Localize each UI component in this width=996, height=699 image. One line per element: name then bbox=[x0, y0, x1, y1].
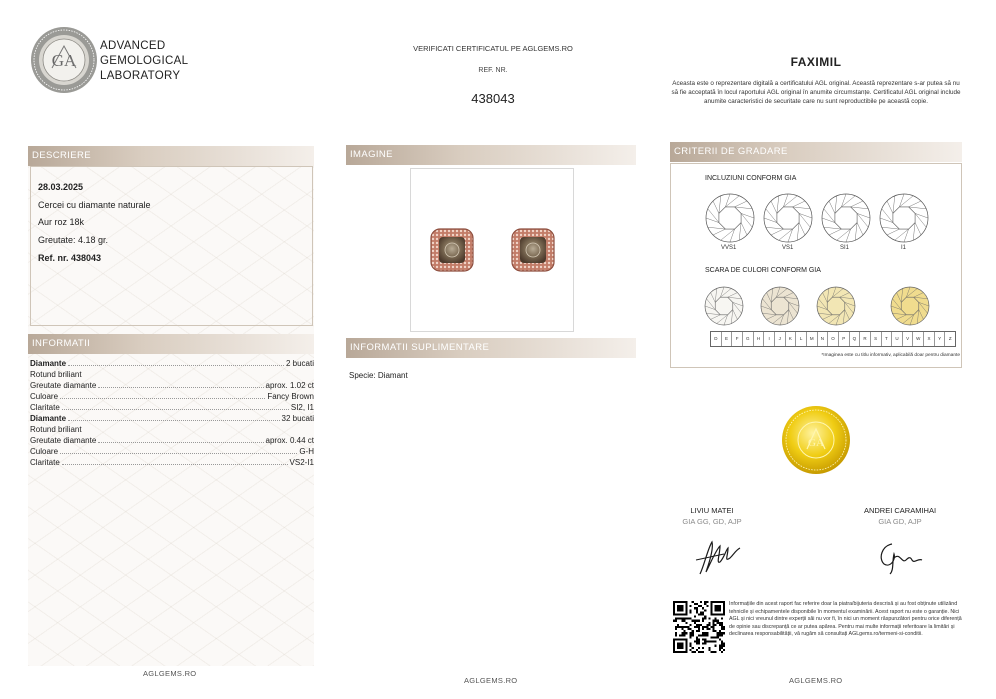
color-scale-title: SCARA DE CULORI CONFORM GIA bbox=[705, 267, 821, 274]
color-scale-cell: D bbox=[711, 332, 722, 346]
color-scale-cell: E bbox=[722, 332, 733, 346]
color-scale-cell: V bbox=[903, 332, 914, 346]
section-bar-imagine: IMAGINE bbox=[346, 145, 636, 165]
info-value: aprox. 1.02 ct bbox=[265, 381, 314, 390]
info-row bbox=[30, 446, 314, 457]
info-value: G-H bbox=[299, 447, 314, 456]
report-date: 28.03.2025 bbox=[38, 182, 84, 192]
section-bar-informatii: INFORMATII bbox=[28, 334, 314, 354]
color-scale-cell: T bbox=[882, 332, 893, 346]
info-row bbox=[30, 402, 314, 413]
color-scale-cell: K bbox=[786, 332, 797, 346]
section-bar-descriere: DESCRIERE bbox=[28, 146, 314, 166]
info-label: Claritate bbox=[30, 403, 60, 412]
color-scale-cell: I bbox=[764, 332, 775, 346]
info-label: Greutate diamante bbox=[30, 381, 97, 390]
info-value: SI2, I1 bbox=[290, 403, 314, 412]
info-label: Diamante bbox=[30, 359, 67, 368]
color-scale-cell: Y bbox=[935, 332, 946, 346]
footer-center: AGLGEMS.RO bbox=[464, 676, 518, 685]
footer-right: AGLGEMS.RO bbox=[789, 676, 843, 685]
lab-name-line: ADVANCED bbox=[100, 40, 166, 52]
color-diagrams bbox=[700, 284, 940, 330]
color-grade-diagram bbox=[705, 287, 743, 325]
inclusion-label: I1 bbox=[901, 245, 907, 251]
info-leader-dots bbox=[68, 358, 284, 366]
color-scale-cell: O bbox=[828, 332, 839, 346]
info-row bbox=[30, 435, 314, 446]
earring-left bbox=[431, 229, 473, 271]
info-leader-dots bbox=[62, 457, 288, 465]
specie-text: Specie: Diamant bbox=[349, 371, 408, 380]
gold-seal-icon bbox=[781, 405, 851, 475]
product-image-frame bbox=[410, 168, 574, 332]
inclusion-label: SI1 bbox=[840, 245, 850, 251]
info-value: Fancy Brown bbox=[267, 392, 314, 401]
info-row-heading bbox=[30, 413, 314, 424]
info-label: Greutate diamante bbox=[30, 436, 97, 445]
info-label: Culoare bbox=[30, 447, 59, 456]
color-scale-cell: P bbox=[839, 332, 850, 346]
metal-description: Aur roz 18k bbox=[38, 217, 85, 227]
info-label: Rotund briliant bbox=[30, 425, 82, 434]
inclusion-diagram bbox=[706, 194, 754, 242]
signatory-title: GIA GD, AJP bbox=[878, 517, 922, 526]
ref-label: REF. NR. bbox=[478, 67, 508, 74]
color-scale-cell: F bbox=[732, 332, 743, 346]
info-row-heading bbox=[30, 358, 314, 369]
color-scale-cell: X bbox=[924, 332, 935, 346]
color-scale-cell: Q bbox=[850, 332, 861, 346]
info-value: 32 bucati bbox=[281, 414, 314, 423]
inclusions-title: INCLUZIUNI CONFORM GIA bbox=[705, 175, 797, 182]
legal-disclaimer: Informațiile din acest raport fac referire doar la piatra/bijuteria descrisă și au fost obținute utilizând tehnicile și echipamentele disponibile în momentul examinării. Acest raport nu este o garanție. Nici AGL și nici vreunul dintre experții săi nu vor fi, în nici un moment răspunzători pentru orice diferență de opinie sau discrepanță ce ar putea apărea. Pentru mai multe informații referitoare la limitări și declinarea responsabilității, vă rugăm să consultați AGLgems.ro/termeni-si-conditii. bbox=[729, 601, 962, 637]
inclusion-diagram bbox=[822, 194, 870, 242]
earrings-image bbox=[411, 169, 575, 333]
info-leader-dots bbox=[98, 435, 263, 443]
item-description: Cercei cu diamante naturale bbox=[38, 200, 151, 210]
color-scale-bar bbox=[710, 331, 956, 347]
color-scale-cell: J bbox=[775, 332, 786, 346]
info-value: VS2-I1 bbox=[289, 458, 314, 467]
info-leader-dots bbox=[60, 446, 297, 454]
inclusion-label: VS1 bbox=[782, 245, 794, 251]
signature-andrei-caramihai bbox=[874, 536, 926, 578]
color-scale-cell: W bbox=[913, 332, 924, 346]
info-leader-dots bbox=[98, 380, 263, 388]
color-scale-cell: G bbox=[743, 332, 754, 346]
signatory-name: ANDREI CARAMIHAI bbox=[863, 506, 937, 515]
info-value: aprox. 0.44 ct bbox=[265, 436, 314, 445]
inclusion-label: VVS1 bbox=[721, 245, 737, 251]
agl-logo-seal-icon bbox=[30, 26, 98, 94]
verify-text: VERIFICATI CERTIFICATUL PE AGLGEMS.RO bbox=[413, 44, 573, 53]
info-leader-dots bbox=[60, 391, 265, 399]
info-row bbox=[30, 457, 314, 468]
earring-right bbox=[512, 229, 554, 271]
weight-description: Greutate: 4.18 gr. bbox=[38, 235, 109, 245]
lab-name-line: LABORATORY bbox=[100, 70, 181, 82]
info-label: Diamante bbox=[30, 414, 67, 423]
footer-left: AGLGEMS.RO bbox=[143, 669, 197, 678]
lab-name-line: GEMOLOGICAL bbox=[100, 55, 189, 67]
color-grade-diagram bbox=[761, 287, 799, 325]
svg-text:GA: GA bbox=[808, 437, 824, 449]
info-label: Claritate bbox=[30, 458, 60, 467]
info-leader-dots bbox=[62, 402, 289, 410]
color-scale-cell: M bbox=[807, 332, 818, 346]
color-scale-cell: U bbox=[892, 332, 903, 346]
color-scale-cell: Z bbox=[948, 336, 952, 341]
info-row bbox=[30, 369, 314, 380]
inclusion-diagram bbox=[880, 194, 928, 242]
signatory-name: LIVIU MATEI bbox=[690, 506, 734, 515]
signatory-title: GIA GG, GD, AJP bbox=[682, 517, 742, 526]
faximil-title: FAXIMIL bbox=[790, 55, 842, 69]
color-scale-cell: S bbox=[871, 332, 882, 346]
inclusion-diagram bbox=[764, 194, 812, 242]
info-row bbox=[30, 380, 314, 391]
section-bar-suplimentare: INFORMATII SUPLIMENTARE bbox=[346, 338, 636, 358]
color-scale-cell: H bbox=[754, 332, 765, 346]
info-leader-dots bbox=[68, 413, 280, 421]
color-scale-cell: L bbox=[796, 332, 807, 346]
info-row bbox=[30, 391, 314, 402]
color-grade-diagram bbox=[891, 287, 929, 325]
grading-note: *Imaginea este cu titlu informativ, aplicabilă doar pentru diamante bbox=[821, 353, 960, 358]
color-scale-cell: N bbox=[818, 332, 829, 346]
ref-description: Ref. nr. 438043 bbox=[38, 253, 102, 263]
color-scale-cell: R bbox=[860, 332, 871, 346]
color-grade-diagram bbox=[817, 287, 855, 325]
lab-name bbox=[100, 39, 188, 84]
info-label: Culoare bbox=[30, 392, 59, 401]
section-bar-criterii: CRITERII DE GRADARE bbox=[670, 142, 962, 162]
qr-code-icon bbox=[673, 601, 725, 653]
info-row bbox=[30, 424, 314, 435]
info-label: Rotund briliant bbox=[30, 370, 82, 379]
ref-number: 438043 bbox=[471, 91, 515, 106]
faximil-note: Aceasta este o reprezentare digitală a certificatului AGL original. Această reprezentare s-ar putea să nu să fie acceptată în locul raportului AGL original în anumite circumstanțe. Certificatul AGL original include anumite caracteristici de securitate care nu sunt reproductibile pe această copie. bbox=[671, 80, 961, 106]
svg-text:GA: GA bbox=[51, 51, 77, 70]
signature-liviu-matei bbox=[694, 536, 744, 578]
info-value: 2 bucati bbox=[285, 359, 314, 368]
